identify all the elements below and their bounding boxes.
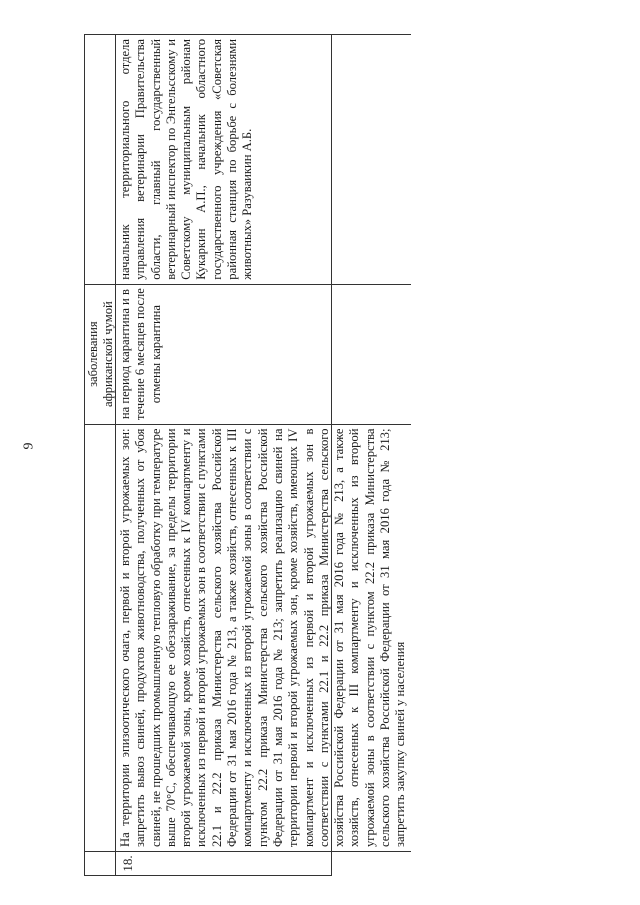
term-text: на период карантина и в течение 6 месяцев после отмены карантина xyxy=(116,284,411,424)
table-row-continuation xyxy=(85,34,116,875)
page-number: 9 xyxy=(21,442,37,450)
measures-table xyxy=(84,34,408,876)
measure-text: На территории эпизоотического очага, первой и второй угрожаемых зон: запретить вывоз свиней, продуктов животноводства, полученных от убоя свиней, не прошедших промышленную тепловую обработку при температуре выше 70°С, обеспечивающую ее обеззараживание, за пределы территории второй угрожаемой зоны, кроме хозяйств, отнесенных к IV компартменту и исключенных из первой и второй угрожаемых зон в соответствии с пунктами 22.1 и 22.2 приказа Министерства сельского хозяйства Российской Федерации от 31 мая 2016 года № 213, а также хозяйств, отнесенных к III компартменту и исключенных из второй угрожаемой зоны в соответствии с пунктом 22.2 приказа Министерства сельского хозяйства Российской Федерации от 31 мая 2016 года № 213; запретить реализацию свиней на территории первой и второй угрожаемых зон, кроме хозяйств, имеющих IV компартмент и исключенных из первой и второй угрожаемых зон в соответствии с пунктами 22.1 и 22.2 приказа Министерства сельского хозяйства Российской Федерации от 31 мая 2016 года № 213, а также хозяйств, отнесенных к III компартменту и исключенных из второй угрожаемой зоны в соответствии с пунктом 22.2 приказа Министерства сельского хозяйства Российской Федерации от 31 мая 2016 года № 213; запретить закупку свиней у населения xyxy=(116,424,411,851)
measure-cell-empty xyxy=(85,424,115,851)
responsible-cell-empty xyxy=(85,34,115,284)
rotated-table-container xyxy=(84,34,408,876)
responsible-text: начальник территориального отдела управления ветеринарии Правительства области, главный государственный ветеринарный инспектор по Энгельсскому и Советскому муниципальным районам Кукаркин А.П., начальник областного государственного учреждения «Советская районная станция по борьбе с болезнями животных» Разуваикин А.Б. xyxy=(116,34,411,284)
number-cell-empty xyxy=(85,851,115,875)
term-cell: заболевания африканской чумой xyxy=(85,284,115,424)
row-number: 18. xyxy=(116,851,411,875)
table-row xyxy=(116,34,411,875)
